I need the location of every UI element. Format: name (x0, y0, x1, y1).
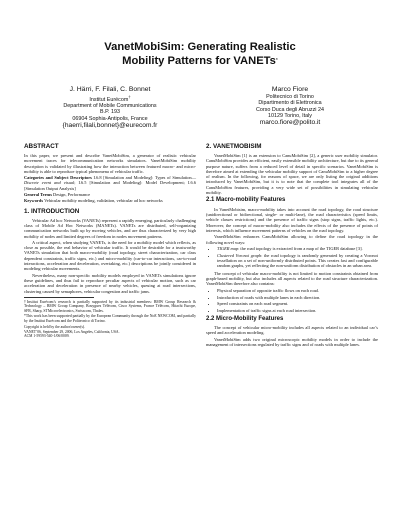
author-city: 10129 Torino, Italy (268, 112, 312, 119)
title-footnote-mark: * (275, 58, 278, 64)
voronoi-text: : the road topology is randomly generated by creating a Voronoi tessellation on a set of non-uniformly distributed points. This creates fast and configurable random graphs, yet reflecting the non-uniform distribution of obstacles in an urban area. (217, 252, 378, 269)
list-item: • Physical separation of opposite traffic flows on each road. (217, 288, 378, 293)
author-department: Dipartimento di Elettronica (258, 100, 322, 107)
affiliation-footnote-mark: † (128, 94, 131, 99)
categories-text: I.6.8 [Simulation and Modeling]: Types of Simulation— (93, 175, 196, 181)
author-email: marco.fiore@polito.it (259, 119, 321, 127)
footnote-eurecom: †Institut Eurécom’s research is partially supported by its industrial members: BMW Group Research & Technology – BMW Group Company, Bouygues Télécom, Cisco Systems, France Télécom, Hitachi Europe, SFR, Sharp, STMicroelectronics, Swisscom, Thales. (24, 299, 196, 313)
topology-list (206, 246, 378, 269)
left-column (24, 143, 196, 339)
list-item: • Speed constraints on each road segment. (217, 301, 378, 306)
keywords (24, 198, 196, 203)
author-block-polito (220, 86, 360, 127)
general-terms-text: Design, Performance (53, 192, 91, 198)
right-column (206, 143, 378, 348)
list-item: • Introduction of roads with multiple lanes in each direction. (217, 295, 378, 300)
copyright-line: Copyright is held by the author/owner(s). (24, 325, 86, 330)
general-terms-label: General Terms (24, 192, 52, 198)
footnote-funding: *This work has been supported partially by the European Community through the NoE NEWCOM, and partially by the Institut Eurécom and the Politecnico di Torino. (24, 314, 196, 323)
micro-paragraph-2: VanetMobiSim adds two original microscopic mobility models in order to include the management of intersections regulated by traffic signs and of roads with multiple lanes. (206, 336, 378, 347)
keywords-label: Keywords (24, 198, 44, 204)
macro-paragraph-2: VanetMobiSim enhances CanuMobiSim allowing to define the road topology in the following novel ways: (206, 234, 378, 245)
author-address: 06904 Sophia-Antipolis, France (72, 115, 148, 122)
macro-paragraph-1: In VanetMobisim, macro-mobility takes into account the road topology, the road structure (unidirectional or bidirectional, single- or multi-lane), the road characteristics (speed limits, vehicle classes restrictions) and the presence of traffic signs (stop signs, traffic lights, etc.). Moreover, the concept of macro-mobility also includes the effects of the presence of points of interests, which influence movement patterns of vehicles on the road topology. (206, 206, 378, 234)
abstract-text: In this paper, we present and describe VanetMobiSim, a generator of realistic vehicular movement traces for telecommunication networks simulators. VanetMobiSim mobility description is validated by illustrating how the interaction between featured macro- and micro-mobility is able to reproduce typical phenomena of vehicular traffic. (24, 153, 196, 174)
voronoi-label: Clustered Voronoi graph (217, 252, 262, 258)
general-terms (24, 192, 196, 197)
keywords-text: Vehicular mobility modeling, validation, vehicular ad hoc networks (44, 198, 163, 204)
author-department: Department of Mobile Communications (63, 103, 157, 110)
author-name: J. Härri, F. Filali, C. Bonnet (69, 86, 151, 93)
introduction-paragraph-2: A critical aspect, when studying VANETs, is the need for a mobility model which reflects, as close as possible, the real behavior of vehicular traffic. It would be desirable for a trustworthy VANETs simulation that both macro-mobility (road topology, street characterization, car class dependent constraints, traffic signs, etc.) and micro-mobility (car-to-car interactions, car-to-road interactions, acceleration and deceleration, overtaking, etc.) descriptions be jointly considered in modeling vehicular movements. (24, 239, 196, 272)
categories-italic: Discrete event and visual (24, 180, 75, 186)
author-name: Marco Fiore (271, 86, 309, 93)
vanetmobisim-paragraph: VanetMobiSim [1] is an extension to CanuMobiSim [2], a generic user mobility simulator. CanuMobiSim provides an efficient, easily extensible mobility architecture, but due to its general purpose nature, suffers from a reduced level of detail in specific scenarios. VanetMobiSim is therefore aimed at extending the vehicular mobility support of CanuMobiSim to a higher degree of realism. In the following, for reasons of space, we are only listing the original additions introduced by VanetMobiSim, but it is to note that the complete tool integrates all of the CanuMobiSim features, providing a very wide set of possibilities in simulating vehicular mobility. (206, 153, 378, 196)
author-affiliation: Institut Eurécom (89, 96, 129, 103)
introduction-heading: 1. INTRODUCTION (24, 207, 80, 215)
acm-isbn-line: ACM 1-59593-540-1/06/0009. (24, 334, 70, 339)
categories-rest: ; I.6.5 [Simulation and Modeling]: Model Development; I.6.6 [Simulation Output Analysis] (24, 180, 196, 191)
list-item: • Implementation of traffic signs at each road intersection. (217, 308, 378, 313)
list-item (217, 253, 378, 269)
introduction-paragraph-3: Nevertheless, many non-specific mobility models employed in VANETs simulations ignore these guidelines, and thus fail to reproduce peculiar aspects of vehicular motion, such as car acceleration and deceleration in presence of nearby vehicles, queuing at road intersections, clustering caused by semaphores, vehicular congestion and traffic jams. (24, 272, 196, 294)
micro-paragraph-1: The concept of vehicular micro-mobility includes all aspects related to an individual car’s speed and acceleration modeling. (206, 325, 378, 336)
copyright-block (24, 325, 196, 338)
tiger-map-label: TIGER map (217, 245, 239, 251)
introduction-paragraph-1: Vehicular Ad hoc Networks (VANETs) represent a rapidly emerging, particularly challenging class of Mobile Ad Hoc Networks (MANETs). VANETs are distributed, self-organizing communication networks built up by moving vehicles, and are thus characterized by very high mobility of nodes and limited degrees of freedom in nodes movement patterns. (24, 217, 196, 239)
tiger-map-text: : the road topology is extracted from a map of the TIGER database [3]. (238, 245, 363, 251)
features-list (206, 288, 378, 314)
macro-paragraph-3: The concept of vehicular macro-mobility is not limited to motion constraints obtained from graph-based mobility, but also includes all aspects related to the road structure characterization. VanetMobiSim therefore also contains: (206, 270, 378, 287)
vanetmobisim-heading: 2. VANETMOBISIM (206, 143, 262, 150)
author-email: {haerri,filali,bonnet}@eurecom.fr (62, 121, 158, 129)
conference-line: VANET’06, September 29, 2006, Los Angeles, California, USA. (24, 329, 120, 334)
footnote-rule (24, 297, 94, 298)
title-line-2: Mobility Patterns for VANETs (122, 55, 276, 67)
categories-label: Categories and Subject Descriptors (24, 175, 92, 181)
list-item (217, 246, 378, 251)
author-affiliation: Politecnico di Torino (266, 94, 314, 100)
author-street: Corso Duca degli Abruzzi 24 (255, 106, 325, 113)
title-line-1: VanetMobiSim: Generating Realistic (104, 41, 296, 53)
categories (24, 175, 196, 191)
paper-title (20, 40, 380, 68)
author-block-eurecom (40, 86, 180, 130)
abstract-heading: ABSTRACT (24, 143, 59, 150)
micro-mobility-heading: 2.2 Micro-Mobility Features (206, 315, 284, 322)
macro-mobility-heading: 2.1 Macro-mobility Features (206, 197, 286, 204)
author-po-box: B.P. 193 (100, 109, 120, 116)
